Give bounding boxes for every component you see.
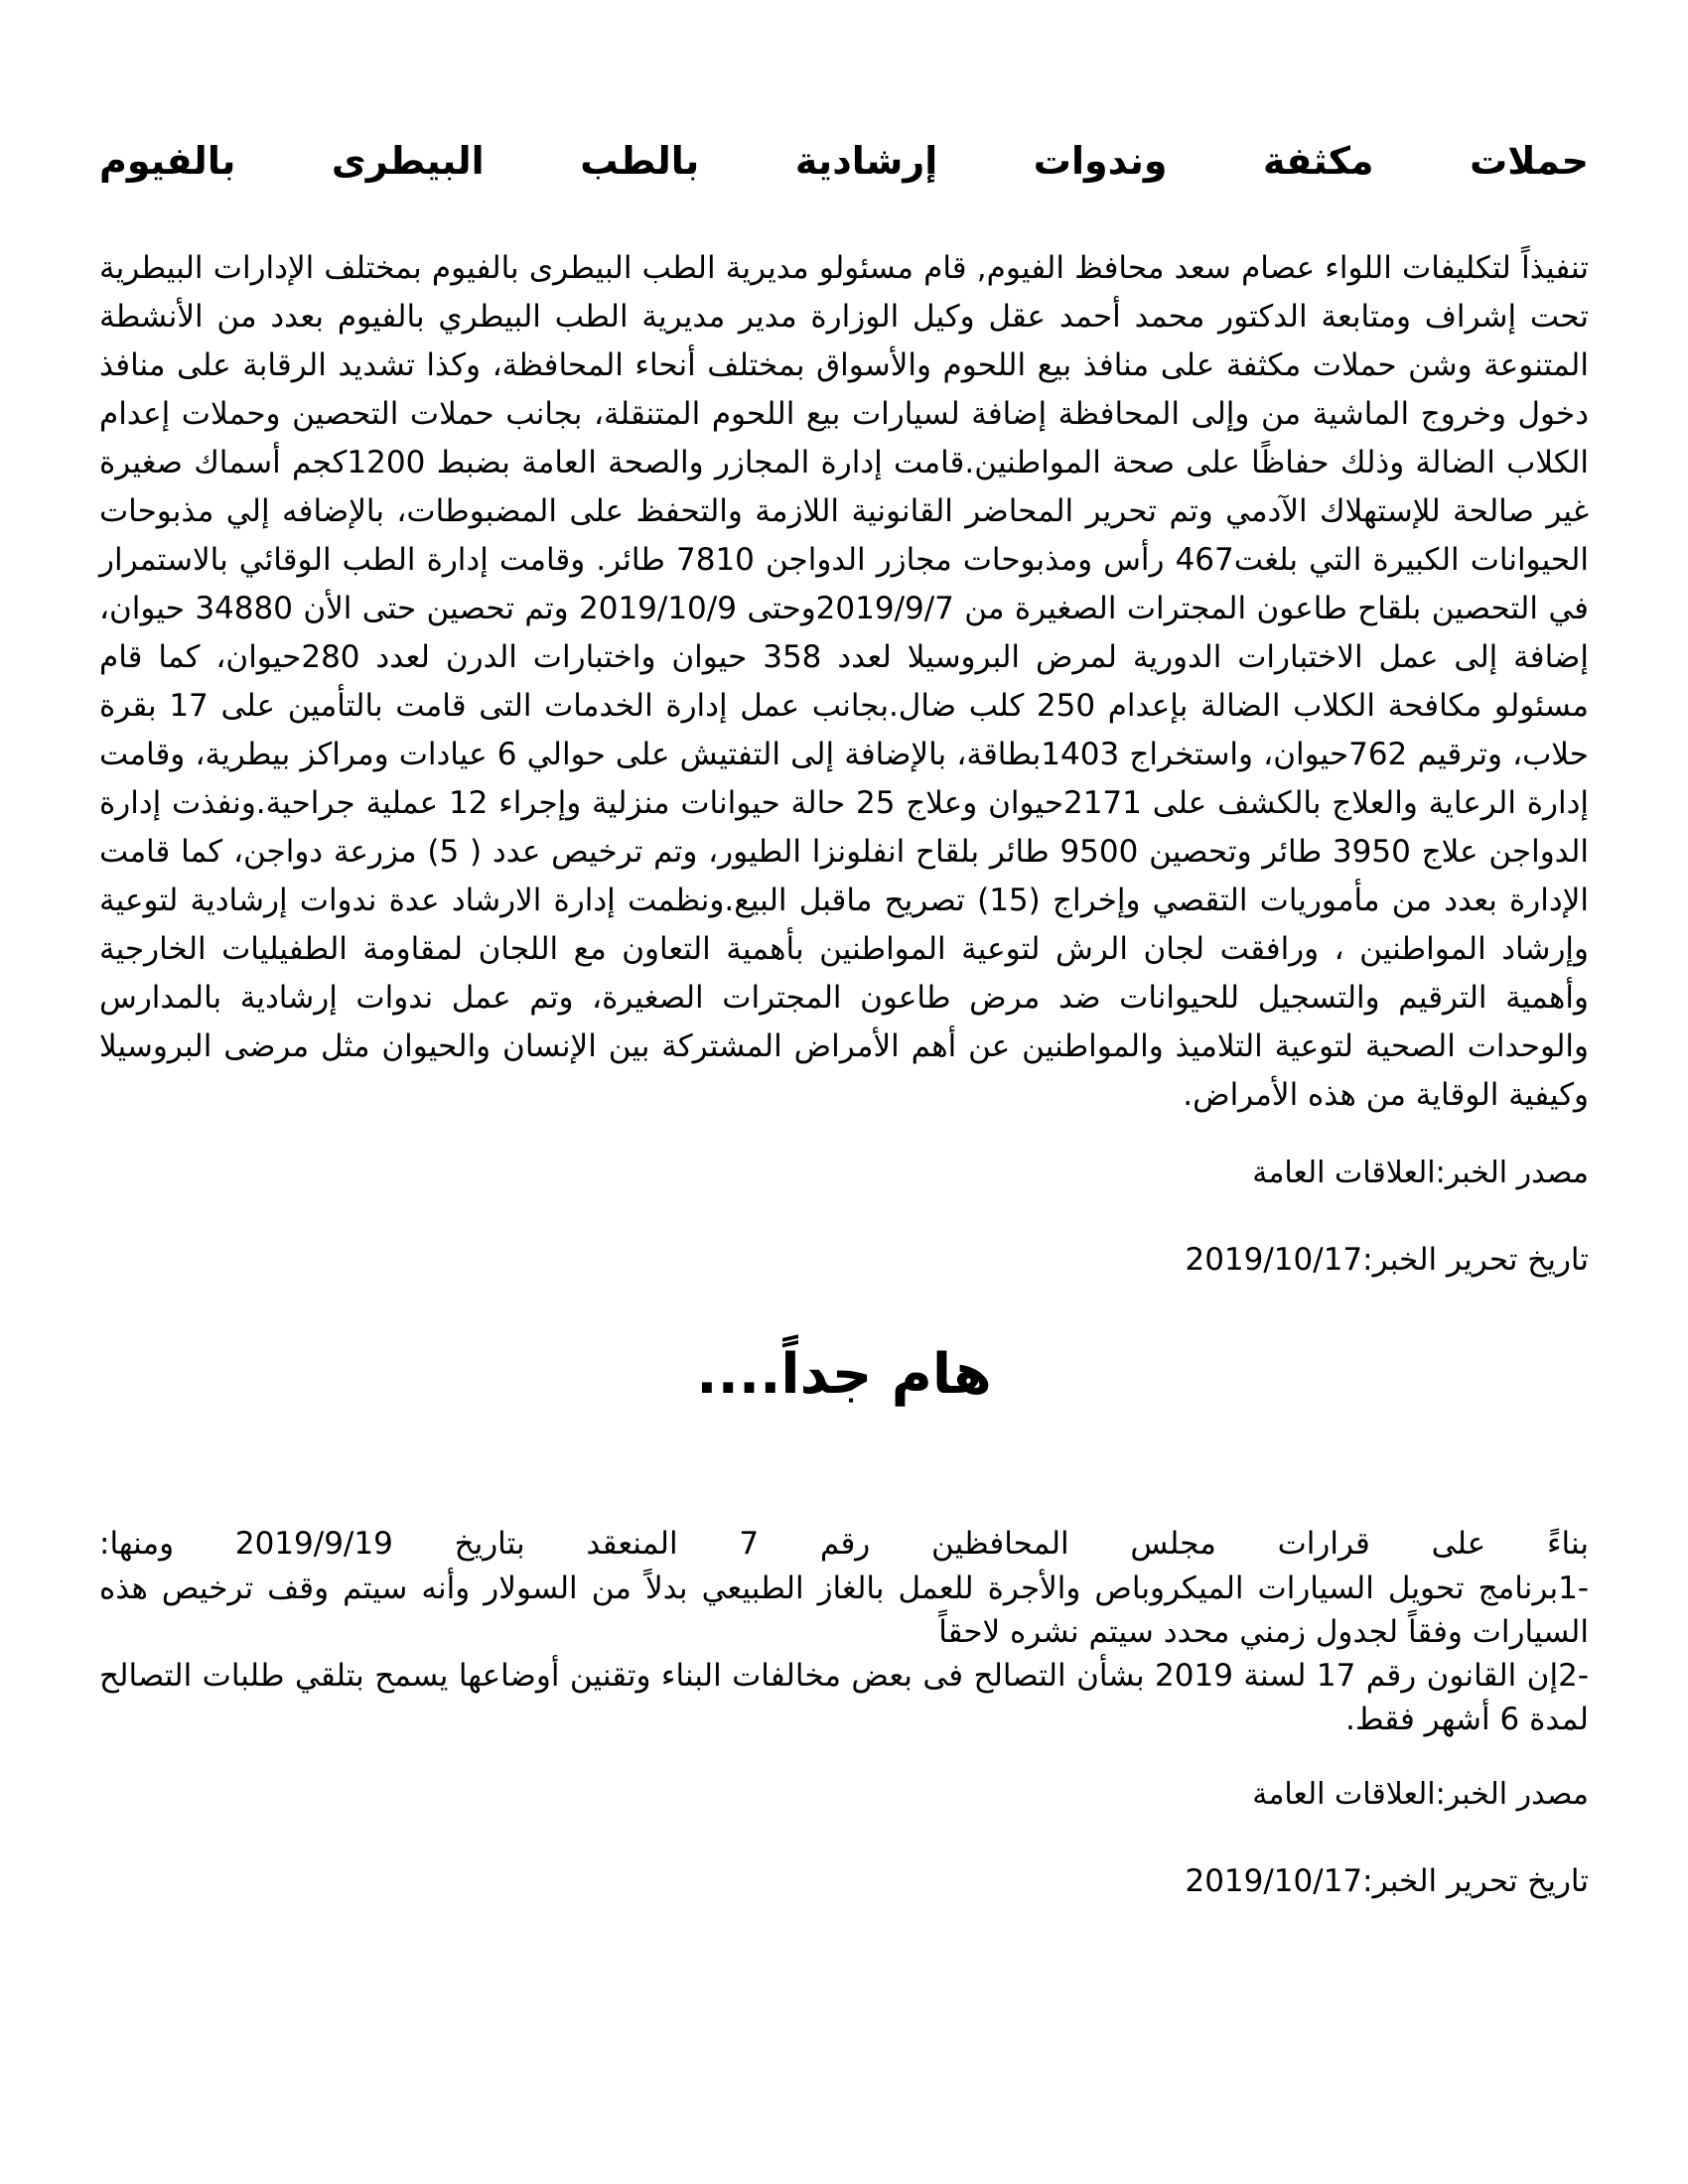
decree-intro-word: 7 (739, 1526, 760, 1563)
headline-word: إرشادية (794, 139, 938, 183)
decree-intro-word: قرارات (1277, 1526, 1370, 1563)
decree-intro-word: 2019/9/19 (234, 1526, 393, 1563)
decree-intro-word: مجلس (1130, 1526, 1216, 1563)
decree-items (99, 1567, 1589, 1741)
decree-intro-word: ومنها: (99, 1526, 175, 1563)
decree-item-2: -2إن القانون رقم 17 لسنة 2019 بشأن التصالح فى بعض مخالفات البناء وتقنين أوضاعها يسمح بتلقي طلبات التصالح لمدة 6 أشهر فقط. (99, 1658, 1589, 1738)
important-heading: هام جداً.... (696, 1341, 992, 1407)
decree-source: مصدر الخبر:العلاقات العامة (1252, 1777, 1589, 1813)
decree-date: تاريخ تحرير الخبر:2019/10/17 (1185, 1863, 1589, 1900)
headline-word: حملات (1470, 139, 1589, 183)
decree-intro-word: المنعقد (586, 1526, 678, 1563)
decree-intro-word: بتاريخ (454, 1526, 525, 1563)
article-body: تنفيذاً لتكليفات اللواء عصام سعد محافظ الفيوم, قام مسئولو مديرية الطب البيطرى بالفيوم بمختلف الإدارات البيطرية تحت إشراف ومتابعة الدكتور محمد أحمد عقل وكيل الوزارة مدير مديرية الطب البيطري بالفيوم بعدد من الأنشطة المتنوعة وشن حملات مكثفة على منافذ بيع اللحوم والأسواق بمختلف أنحاء المحافظة، وكذا تشديد الرقابة على منافذ دخول وخروج الماشية من وإلى المحافظة إضافة لسيارات بيع اللحوم المتنقلة، بجانب حملات التحصين وحملات إعدام الكلاب الضالة وذلك حفاظًا على صحة المواطنين.قامت إدارة المجازر والصحة العامة بضبط 1200كجم أسماك صغيرة غير صالحة للإستهلاك الآدمي وتم تحرير المحاضر القانونية اللازمة والتحفظ على المضبوطات، بالإضافه إلي مذبوحات الحيوانات الكبيرة التي بلغت467 رأس ومذبوحات مجازر الدواجن 7810 طائر. وقامت إدارة الطب الوقائي بالاستمرار في التحصين بلقاح طاعون المجترات الصغيرة من 2019/9/7وحتى 2019/10/9 وتم تحصين حتى الأن 34880 حيوان، إضافة إلى عمل الاختبارات الدورية لمرض البروسيلا لعدد 358 حيوان واختبارات الدرن لعدد 280حيوان، كما قام مسئولو مكافحة الكلاب الضالة بإعدام 250 كلب ضال.بجانب عمل إدارة الخدمات التى قامت بالتأمين على 17 بقرة حلاب، وترقيم 762حيوان، واستخراج 1403بطاقة، بالإضافة إلى التفتيش على حوالي 6 عيادات ومراكز بيطرية، وقامت إدارة الرعاية والعلاج بالكشف على 2171حيوان وعلاج 25 حالة حيوانات منزلية وإجراء 12 عملية جراحية.ونفذت إدارة الدواجن علاج 3950 طائر وتحصين 9500 طائر بلقاح انفلونزا الطيور، وتم ترخيص عدد ( 5) مزرعة دواجن، كما قامت الإدارة بعدد من مأموريات التقصي وإخراج (15) تصريح ماقبل البيع.ونظمت إدارة الارشاد عدة ندوات إرشادية لتوعية وإرشاد المواطنين ، ورافقت لجان الرش لتوعية المواطنين بأهمية التعاون مع اللجان لمقاومة الطفيليات الخارجية وأهمية الترقيم والتسجيل للحيوانات ضد مرض طاعون المجترات الصغيرة، وتم عمل ندوات إرشادية بالمدارس والوحدات الصحية لتوعية التلاميذ والمواطنين عن أهم الأمراض المشتركة بين الإنسان والحيوان مثل مرضى البروسيلا وكيفية الوقاية من هذه الأمراض. (99, 249, 1590, 1113)
article-date: تاريخ تحرير الخبر:2019/10/17 (1185, 1241, 1589, 1278)
article-headline (99, 139, 1589, 185)
headline-word: مكثفة (1263, 139, 1374, 183)
headline-word: بالفيوم (99, 139, 236, 183)
decree-intro-word: بناءً (1546, 1526, 1589, 1563)
headline-word: وندوات (1033, 139, 1168, 183)
article-source: مصدر الخبر:العلاقات العامة (1252, 1155, 1589, 1190)
headline-word: بالطب (580, 139, 700, 183)
decree-intro-word: المحافظين (931, 1526, 1069, 1563)
document-page (99, 139, 1589, 1901)
headline-word: البيطرى (331, 139, 485, 183)
decree-item-1: -1برنامج تحويل السيارات الميكروباص والأجرة للعمل بالغاز الطبيعي بدلاً من السولار وأنه سيتم وقف ترخيص هذه السيارات وفقاً لجدول زمني محدد سيتم نشره لاحقاً (99, 1570, 1589, 1651)
decree-intro-word: على (1431, 1526, 1486, 1563)
decree-intro (99, 1522, 1589, 1567)
decree-intro-word: رقم (819, 1526, 871, 1563)
